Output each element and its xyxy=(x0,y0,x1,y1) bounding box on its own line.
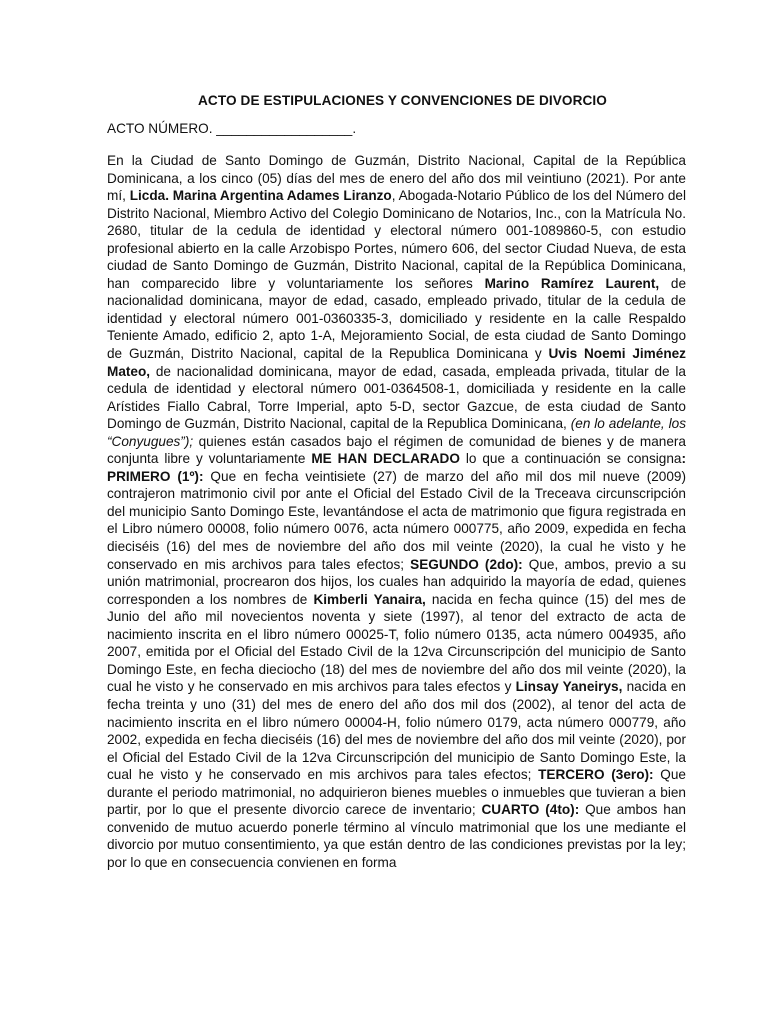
text-run: Que ambos han convenido de mutuo acuerdo ponerle término al vínculo matrimonial que los une mediante el divorcio por mutuo consentimiento, ya que están dentro de las condiciones previstas por la ley; por lo que en consecuencia convienen en forma xyxy=(107,802,686,870)
bold-run: ME HAN DECLARADO xyxy=(311,451,460,467)
bold-run: Linsay Yaneirys, xyxy=(515,679,623,695)
text-run: Que durante el periodo matrimonial, no adquirieron bienes muebles o inmuebles que tuvieran a bien partir, por lo que el presente divorcio carece de inventario; xyxy=(107,767,686,818)
bold-run: PRIMERO (1º): xyxy=(107,468,204,484)
text-run: , Abogada-Notario Público de los del Número del Distrito Nacional, Miembro Activo del Colegio Dominicano de Notarios, Inc., con la Matrícula No. 2680, titular de la cedula de identidad y electoral número 001-1089860-5, con estudio profesional abierto en la calle Arzobispo Portes, número 606, del sector Ciudad Nueva, de esta ciudad de Santo Domingo de Guzmán, Distrito Nacional, capital de la República Dominicana, han comparecido libre y voluntariamente los señores xyxy=(107,188,687,291)
text-run: nacida en fecha quince (15) del mes de Junio del año mil novecientos noventa y siete (1997), al tenor del extracto de acta de nacimiento inscrita en el libro número 00025-T, folio número 0135, acta número 004935, año 2007, emitida por el Oficial del Estado Civil de la 12va Circunscripción del municipio de Santo Domingo Este, en fecha dieciocho (18) del mes de noviembre del año dos mil veinte (2020), la cual he visto y he conservado en mis archivos para tales efectos y xyxy=(107,591,686,695)
bold-run: TERCERO (3ero): xyxy=(538,767,654,783)
body-paragraph xyxy=(107,152,686,871)
text-run: nacida en fecha treinta y uno (31) del mes de enero del año dos mil dos (2002), al tenor del acta de nacimiento inscrita en el libro número 00004-H, folio número 0179, acta número 000779, año 2002, expedida en fecha dieciséis (16) del mes de noviembre del año dos mil veinte (2020), por el Oficial del Estado Civil de la 12va Circunscripción del municipio de Santo Domingo Este, la cual he visto y he conservado en mis archivos para tales efectos; xyxy=(107,679,686,783)
acto-numero-line: ACTO NÚMERO. __________________. xyxy=(107,121,357,136)
bold-run: Licda. Marina Argentina Adames Liranzo xyxy=(129,188,392,204)
bold-run: : xyxy=(681,451,686,467)
text-run: En la Ciudad de Santo Domingo de Guzmán, Distrito Nacional, Capital de la República Dominicana, a los cinco (05) días del mes de enero del año dos mil veintiuno (2021). Por ante mí, xyxy=(107,153,686,204)
bold-run: Marino Ramírez Laurent, xyxy=(484,275,660,291)
bold-run: Uvis Noemi Jiménez Mateo, xyxy=(107,346,686,379)
italic-run: (en lo adelante, los “Conyugues”); xyxy=(107,416,686,449)
text-run: lo que a continuación se consigna xyxy=(459,451,682,467)
text-run: de nacionalidad dominicana, mayor de edad, casado, empleado privado, titular de la cedula de identidad y electoral número 001-0360335-3, domiciliado y residente en la calle Respaldo Teniente Amado, edificio 2, apto 1-A, Mejoramiento Social, de esta ciudad de Santo Domingo de Guzmán, Distrito Nacional, capital de la Republica Dominicana y xyxy=(107,275,687,362)
document-title: ACTO DE ESTIPULACIONES Y CONVENCIONES DE DIVORCIO xyxy=(197,93,607,108)
text-run: de nacionalidad dominicana, mayor de edad, casada, empleada privada, titular de la cedula de identidad y electoral número 001-0364508-1, domiciliada y residente en la calle Arístides Fiallo Cabral, Torre Imperial, apto 5-D, sector Gazcue, de esta ciudad de Santo Domingo de Guzmán, Distrito Nacional, capital de la Republica Dominicana, xyxy=(107,363,686,432)
bold-run: CUARTO (4to): xyxy=(481,802,580,818)
bold-run: Kimberli Yanaira, xyxy=(313,591,426,607)
text-run: Que en fecha veintisiete (27) de marzo del año mil dos mil nueve (2009) contrajeron matrimonio civil por ante el Oficial del Estado Civil de la Treceava circunscripción del municipio Santo Domingo Este, levantándose el acta de matrimonio que figura registrada en el Libro número 00008, folio número 0076, acta número 000775, año 2009, expedida en fecha dieciséis (16) del mes de noviembre del año dos mil veinte (2020), la cual he visto y he conservado en mis archivos para tales efectos; xyxy=(107,468,686,572)
text-run: quienes están casados bajo el régimen de comunidad de bienes y de manera conjunta libre y voluntariamente xyxy=(107,433,686,467)
bold-run: SEGUNDO (2do): xyxy=(410,556,523,572)
text-run: Que, ambos, previo a su unión matrimonial, procrearon dos hijos, los cuales han adquirido la mayoría de edad, quienes corresponden a los nombres de xyxy=(107,556,686,607)
